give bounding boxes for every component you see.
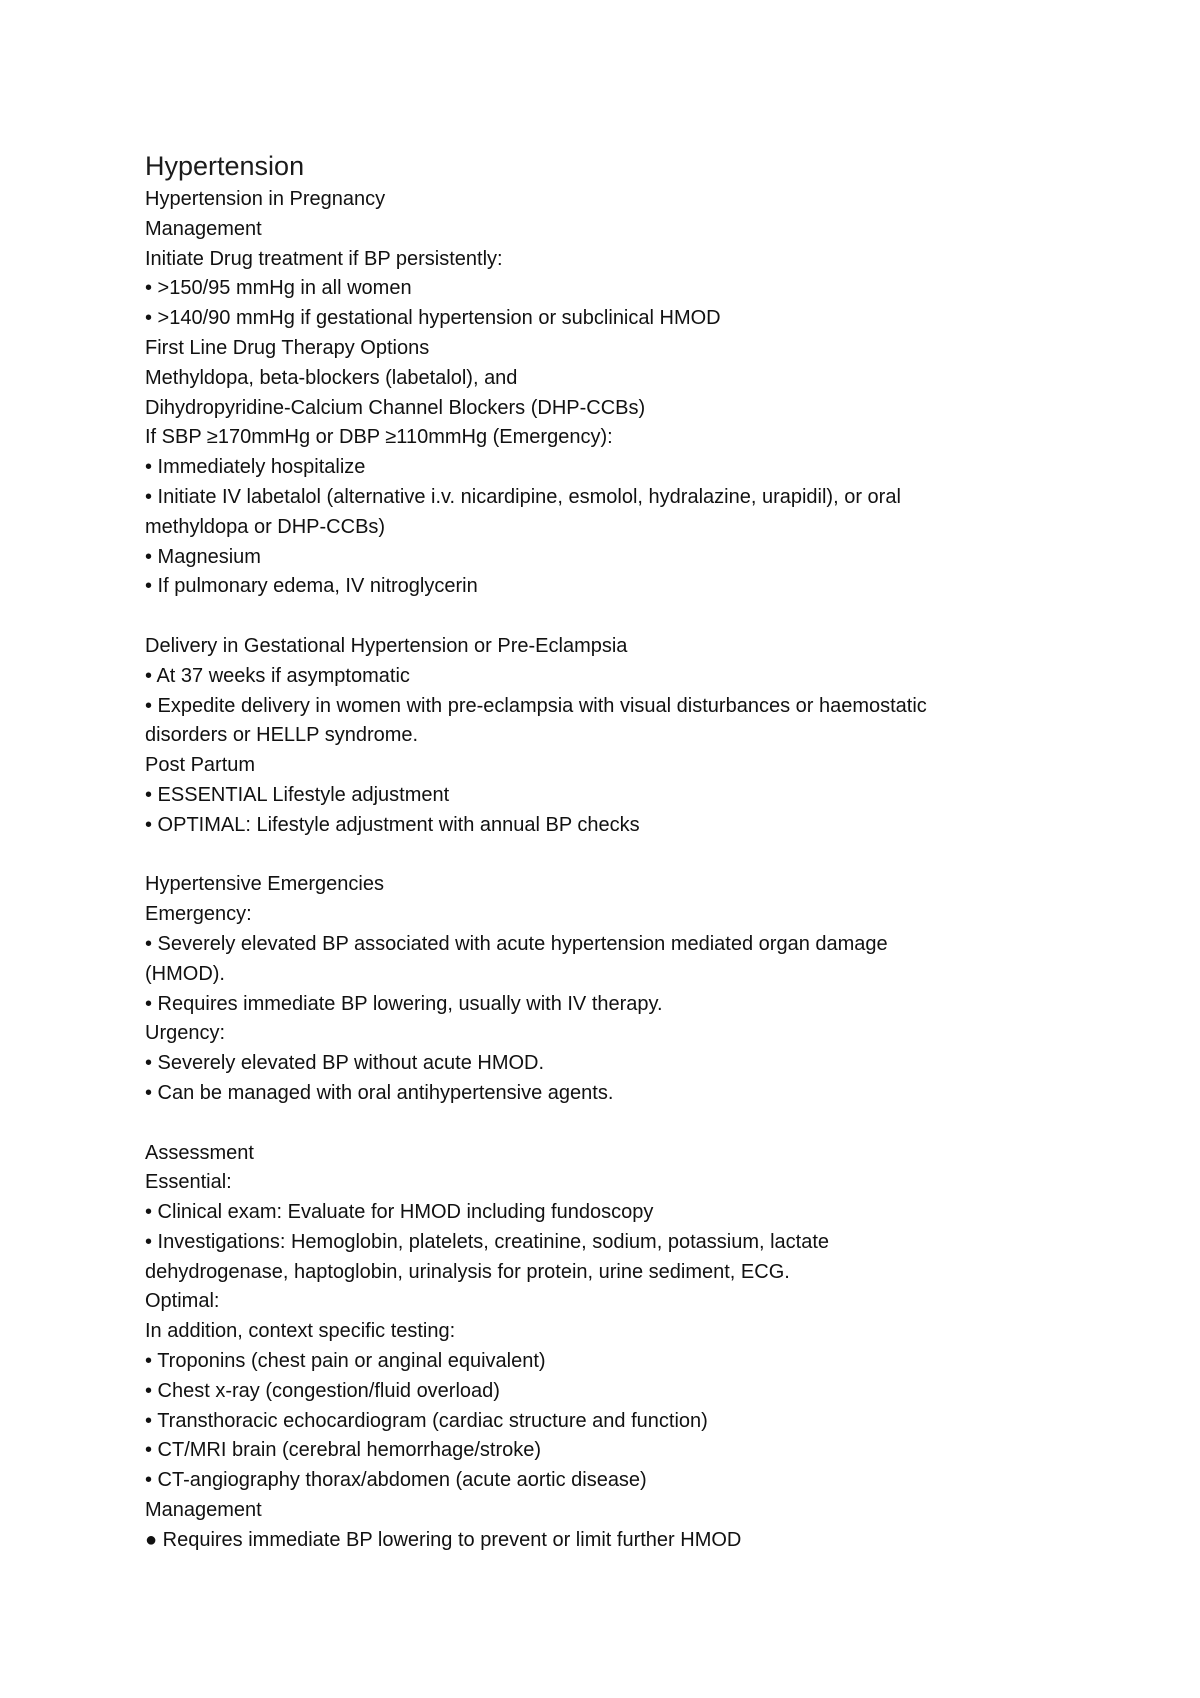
text-line: methyldopa or DHP-CCBs) [145,515,386,538]
bullet-line: • OPTIMAL: Lifestyle adjustment with annual BP checks [145,813,640,836]
bullet-line: • Investigations: Hemoglobin, platelets, creatinine, sodium, potassium, lactate [145,1230,830,1253]
text-line: Assessment [145,1141,254,1164]
bullet-line: • Immediately hospitalize [145,456,366,479]
bullet-line: • CT-angiography thorax/abdomen (acute aortic disease) [145,1469,647,1492]
text-line: Delivery in Gestational Hypertension or Pre-Eclampsia [145,634,628,657]
text-line: Hypertension in Pregnancy [145,188,386,210]
bullet-line: • Clinical exam: Evaluate for HMOD including fundoscopy [145,1201,654,1224]
text-line: disorders or HELLP syndrome. [145,724,419,747]
text-line: In addition, context specific testing: [145,1320,456,1343]
page-title: Hypertension [145,151,305,181]
text-line: Initiate Drug treatment if BP persistently: [145,247,503,270]
text-line: Management [145,217,262,240]
text-line: Essential: [145,1171,232,1194]
bullet-line: • Severely elevated BP associated with acute hypertension mediated organ damage [145,932,888,955]
document-page [145,148,1075,1556]
text-line: dehydrogenase, haptoglobin, urinalysis for protein, urine sediment, ECG. [145,1260,790,1283]
text-line: Hypertensive Emergencies [145,873,384,896]
bullet-line: • Magnesium [145,545,261,568]
bullet-line: • Chest x-ray (congestion/fluid overload) [145,1379,500,1402]
bullet-line: • ESSENTIAL Lifestyle adjustment [145,783,450,806]
blank-line [145,602,1075,632]
text-line: Emergency: [145,903,252,926]
text-line: Urgency: [145,1022,226,1045]
text-line: Management [145,1499,262,1522]
bullet-line: • Initiate IV labetalol (alternative i.v. nicardipine, esmolol, hydralazine, urapidil), or oral [145,485,901,508]
bullet-line: • >140/90 mmHg if gestational hypertension or subclinical HMOD [145,307,721,330]
bullet-line: • Transthoracic echocardiogram (cardiac structure and function) [145,1409,708,1432]
text-line: Methyldopa, beta-blockers (labetalol), and [145,366,518,389]
text-line: If SBP ≥170mmHg or DBP ≥110mmHg (Emergency): [145,426,613,449]
bullet-line: • Severely elevated BP without acute HMOD. [145,1052,545,1075]
bullet-line: ● Requires immediate BP lowering to prevent or limit further HMOD [145,1528,742,1551]
text-line: Post Partum [145,754,256,777]
bullet-line: • At 37 weeks if asymptomatic [145,664,410,687]
bullet-line: • Can be managed with oral antihypertensive agents. [145,1081,614,1104]
text-line: Optimal: [145,1290,220,1313]
document-body [145,185,1075,1556]
blank-line [145,841,1075,871]
text-line: Dihydropyridine-Calcium Channel Blockers (DHP-CCBs) [145,396,646,419]
bullet-line: • Troponins (chest pain or anginal equivalent) [145,1350,546,1373]
bullet-line: • CT/MRI brain (cerebral hemorrhage/stroke) [145,1439,542,1462]
bullet-line: • Expedite delivery in women with pre-eclampsia with visual disturbances or haemostatic [145,694,927,717]
bullet-line: • If pulmonary edema, IV nitroglycerin [145,575,478,598]
bullet-line: • Requires immediate BP lowering, usually with IV therapy. [145,992,663,1015]
text-line: (HMOD). [145,962,225,985]
blank-line [145,1109,1075,1139]
text-line: First Line Drug Therapy Options [145,336,430,359]
bullet-line: • >150/95 mmHg in all women [145,277,412,300]
